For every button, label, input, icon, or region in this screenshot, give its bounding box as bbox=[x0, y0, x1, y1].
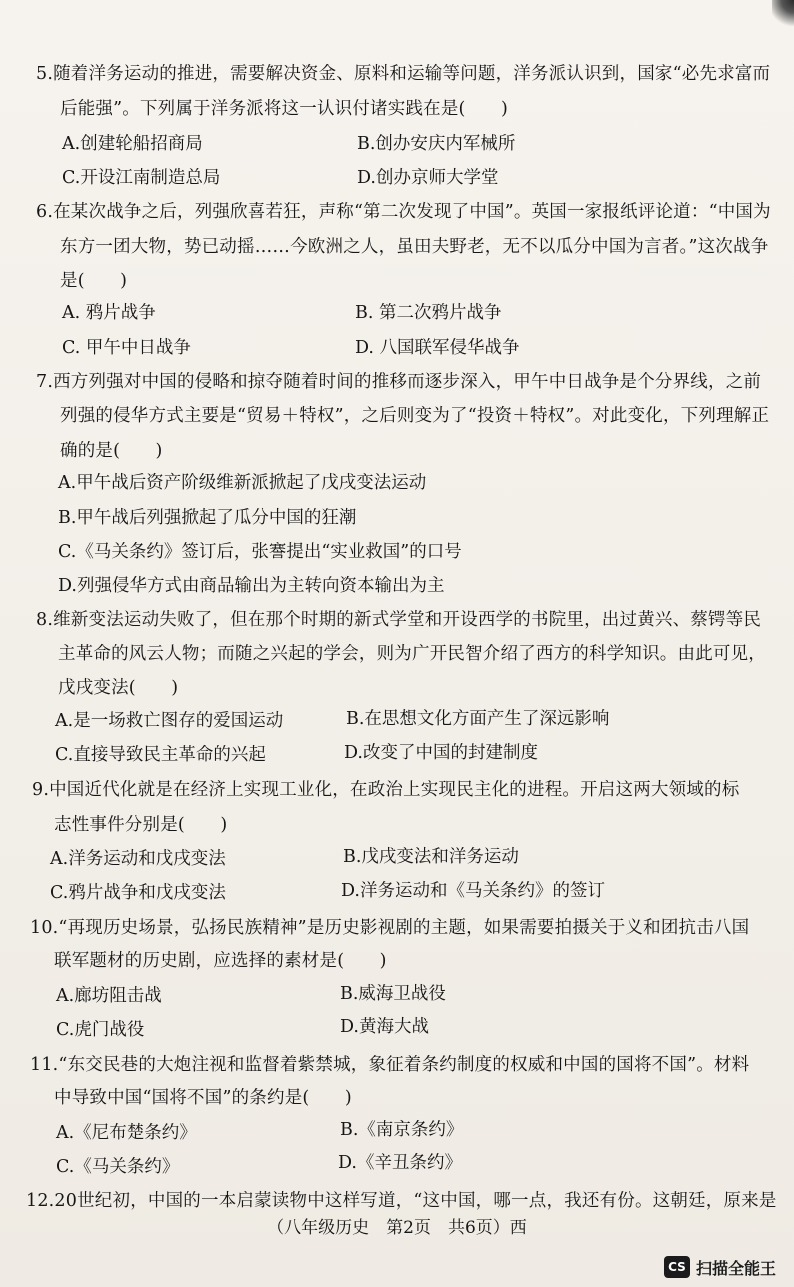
q5-option-c: C.开设江南制造总局 bbox=[62, 168, 221, 188]
scanner-watermark bbox=[664, 1254, 776, 1280]
q7-option-a: A.甲午战后资产阶级维新派掀起了戊戌变法运动 bbox=[58, 473, 427, 493]
q6-stem-line2: 东方一团大物，势已动摇……今欧洲之人，虽田夫野老，无不以瓜分中国为言者。”这次战争 bbox=[60, 237, 769, 257]
q9-option-c: C.鸦片战争和戊戌变法 bbox=[50, 883, 226, 903]
q6-option-d: D. 八国联军侵华战争 bbox=[355, 338, 520, 358]
q8-stem-line1: 8.维新变法运动失败了，但在那个时期的新式学堂和开设西学的书院里，出过黄兴、蔡锷等民 bbox=[36, 610, 762, 630]
page-footer: （八年级历史 第2页 共6页）西 bbox=[267, 1218, 527, 1238]
q9-option-a: A.洋务运动和戊戌变法 bbox=[50, 849, 226, 869]
q7-option-c: C.《马关条约》签订后，张謇提出“实业救国”的口号 bbox=[58, 542, 462, 562]
q9-stem-line1: 9.中国近代化就是在经济上实现工业化，在政治上实现民主化的进程。开启这两大领域的标 bbox=[32, 780, 740, 800]
q10-stem-line1: 10.“再现历史场景，弘扬民族精神”是历史影视剧的主题，如果需要拍摄关于义和团抗击八国 bbox=[30, 918, 750, 938]
q8-stem-line3: 戊戌变法( ) bbox=[58, 678, 179, 698]
q7-option-b: B.甲午战后列强掀起了瓜分中国的狂潮 bbox=[58, 508, 357, 528]
q10-stem-line2: 联军题材的历史剧，应选择的素材是( ) bbox=[54, 951, 387, 971]
q5-option-b: B.创办安庆内军械所 bbox=[357, 134, 516, 154]
camscanner-logo-icon: CS bbox=[664, 1256, 690, 1278]
q5-option-d: D.创办京师大学堂 bbox=[357, 168, 499, 188]
q8-option-c: C.直接导致民主革命的兴起 bbox=[55, 745, 266, 765]
q7-stem-line2: 列强的侵华方式主要是“贸易＋特权”，之后则变为了“投资＋特权”。对此变化，下列理解正 bbox=[60, 406, 770, 426]
q8-option-b: B.在思想文化方面产生了深远影响 bbox=[346, 709, 610, 729]
q5-option-a: A.创建轮船招商局 bbox=[62, 134, 203, 154]
q9-stem-line2: 志性事件分别是( ) bbox=[54, 815, 228, 835]
q11-option-d: D.《辛丑条约》 bbox=[338, 1153, 462, 1173]
q6-stem-line1: 6.在某次战争之后，列强欣喜若狂，声称“第二次发现了中国”。英国一家报纸评论道：“中国为 bbox=[36, 202, 771, 222]
q11-stem-line1: 11.“东交民巷的大炮注视和监督着紫禁城，象征着条约制度的权威和中国的国将不国”。材料 bbox=[30, 1055, 750, 1075]
q9-option-b: B.戊戌变法和洋务运动 bbox=[343, 847, 519, 867]
q5-stem-line1: 5.随着洋务运动的推进，需要解决资金、原料和运输等问题，洋务派认识到，国家“必先求富而 bbox=[36, 64, 771, 84]
q12-stem-line1: 12.20世纪初，中国的一本启蒙读物中这样写道，“这中国，哪一点，我还有份。这朝廷，原来是 bbox=[26, 1191, 777, 1211]
q7-stem-line3: 确的是( ) bbox=[60, 441, 163, 461]
q8-option-a: A.是一场救亡图存的爱国运动 bbox=[55, 711, 284, 731]
q7-option-d: D.列强侵华方式由商品输出为主转向资本输出为主 bbox=[58, 576, 445, 596]
watermark-text: 扫描全能王 bbox=[695, 1258, 776, 1278]
q8-option-d: D.改变了中国的封建制度 bbox=[344, 743, 538, 763]
scan-shadow bbox=[772, 0, 794, 28]
q9-option-d: D.洋务运动和《马关条约》的签订 bbox=[341, 881, 605, 901]
q10-option-b: B.威海卫战役 bbox=[340, 984, 446, 1004]
q6-stem-line3: 是( ) bbox=[60, 271, 128, 291]
q10-option-d: D.黄海大战 bbox=[340, 1017, 429, 1037]
q6-option-b: B. 第二次鸦片战争 bbox=[355, 303, 502, 323]
q11-option-b: B.《南京条约》 bbox=[340, 1120, 464, 1140]
q10-option-c: C.虎门战役 bbox=[56, 1020, 145, 1040]
q7-stem-line1: 7.西方列强对中国的侵略和掠夺随着时间的推移而逐步深入，甲午中日战争是个分界线，之前 bbox=[36, 372, 762, 392]
q8-stem-line2: 主革命的风云人物；而随之兴起的学会，则为广开民智介绍了西方的科学知识。由此可见， bbox=[58, 644, 766, 664]
q11-stem-line2: 中导致中国“国将不国”的条约是( ) bbox=[54, 1088, 352, 1108]
q5-stem-line2: 后能强”。下列属于洋务派将这一认识付诸实践在是( ) bbox=[60, 99, 508, 119]
q11-option-a: A.《尼布楚条约》 bbox=[56, 1123, 197, 1143]
q10-option-a: A.廊坊阻击战 bbox=[56, 986, 162, 1006]
q6-option-c: C. 甲午中日战争 bbox=[62, 338, 191, 358]
q6-option-a: A. 鸦片战争 bbox=[62, 303, 156, 323]
q11-option-c: C.《马关条约》 bbox=[56, 1157, 180, 1177]
